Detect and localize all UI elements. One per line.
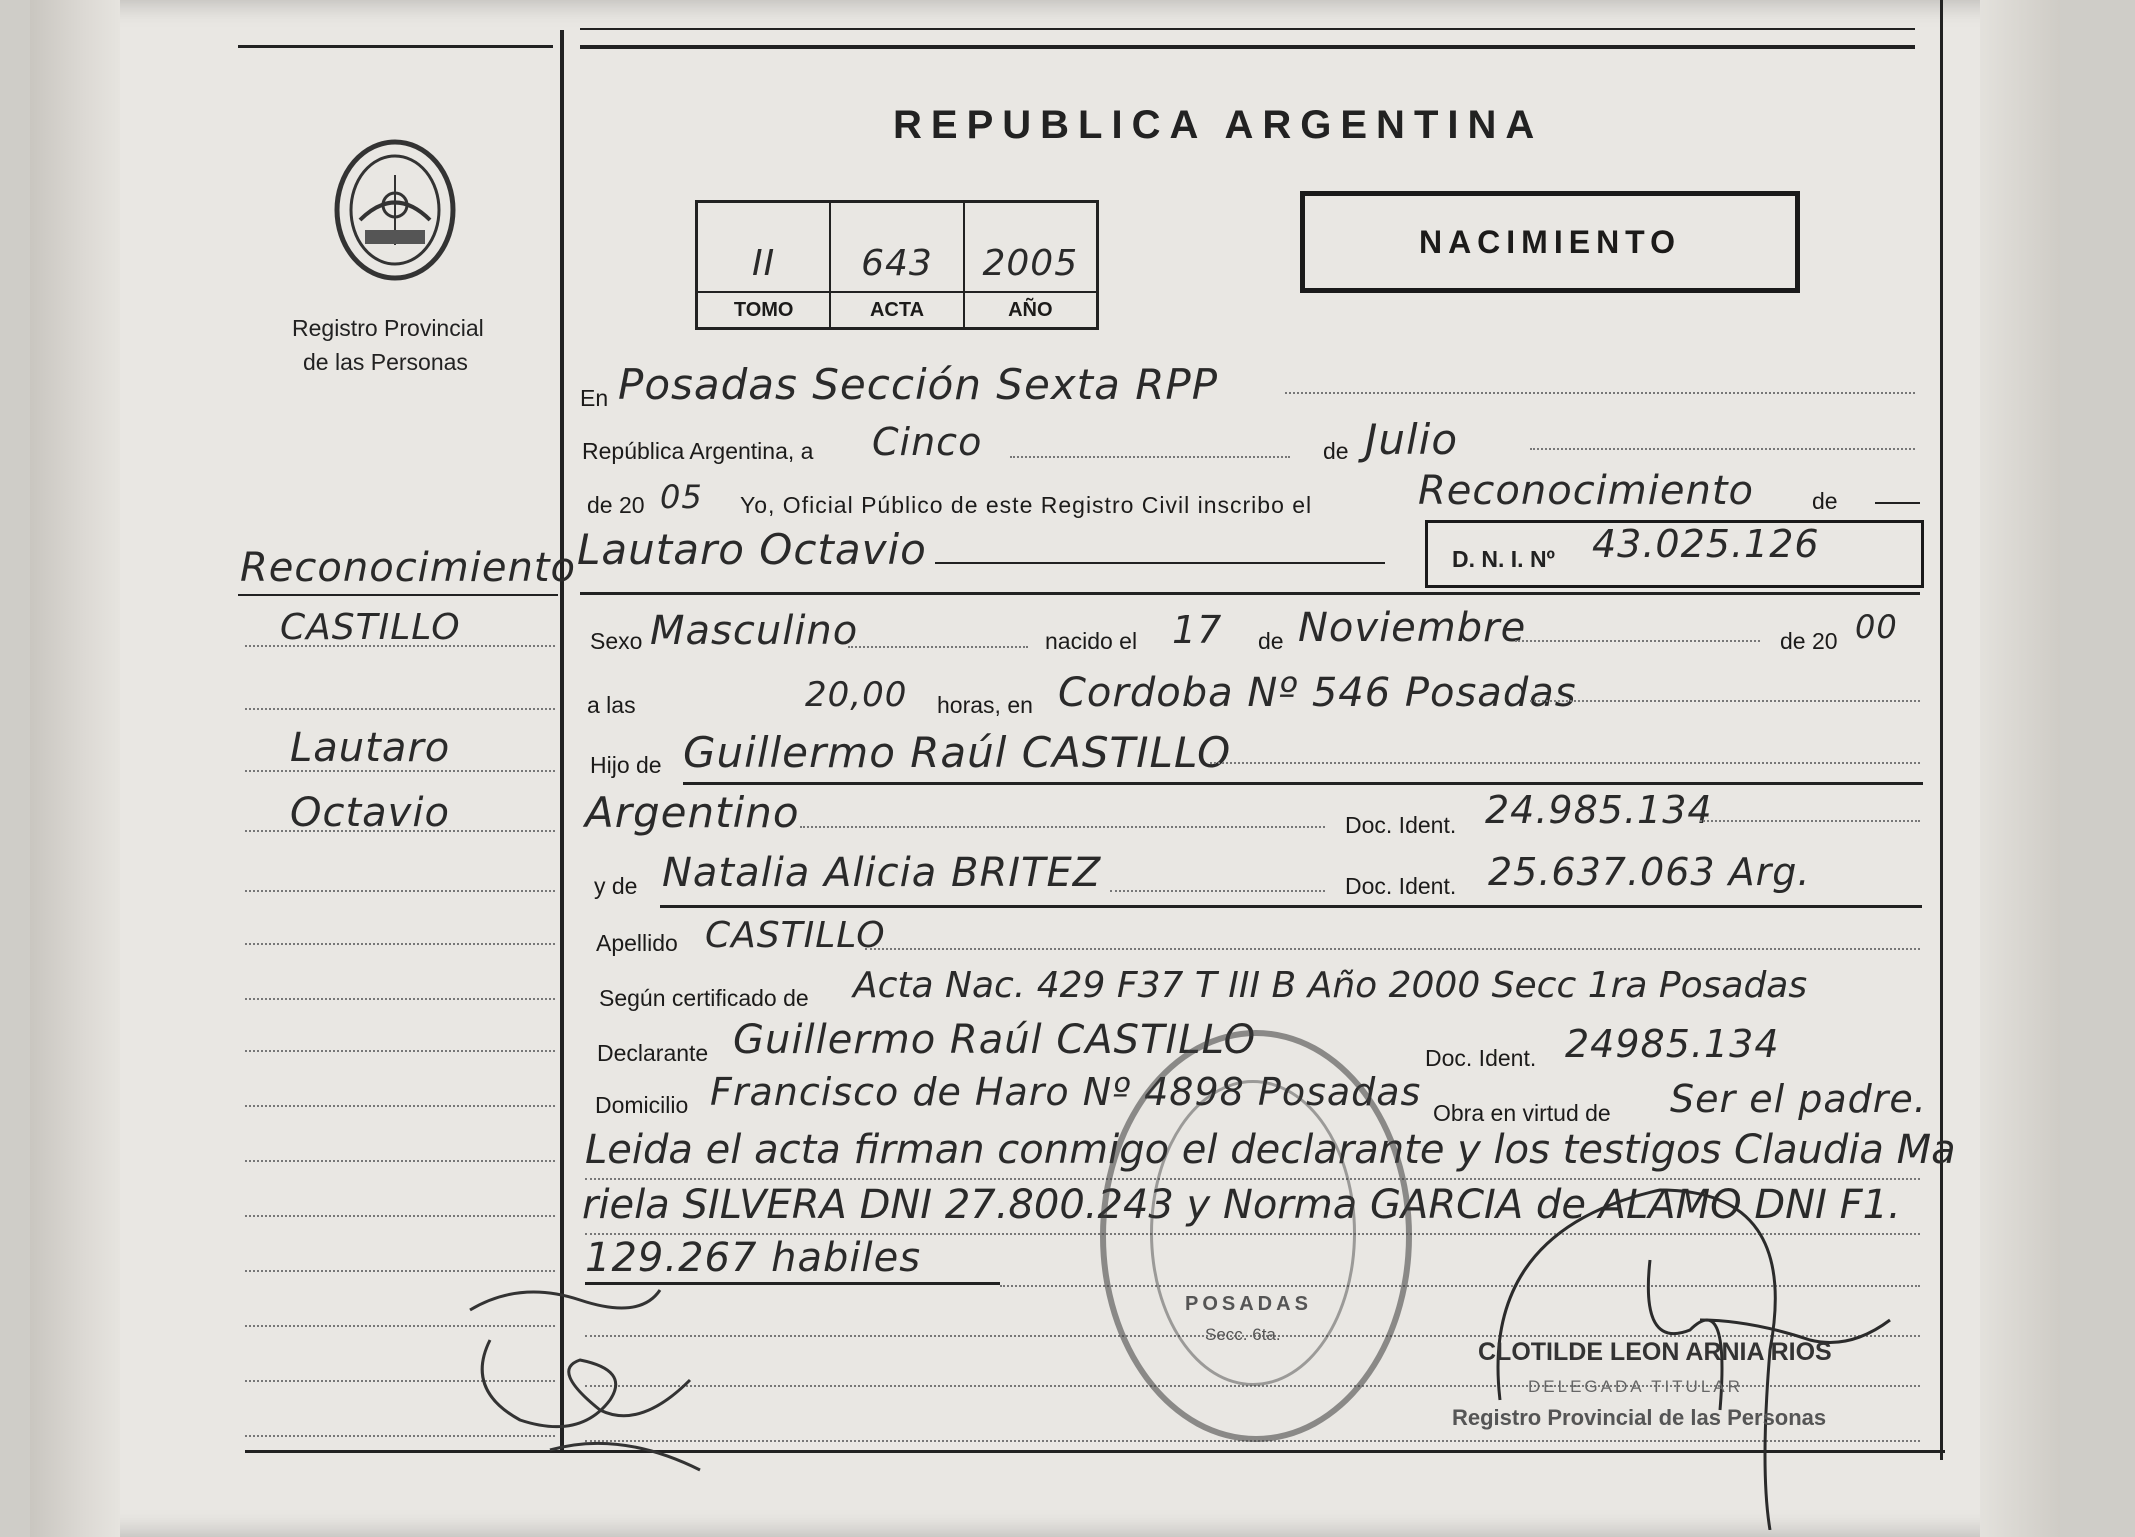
margin-note-reconocimiento: Reconocimiento [240,545,576,591]
margin-line [245,998,555,1000]
ano-label: AÑO [965,291,1096,327]
line-dots [848,646,1028,648]
record-table [695,200,1099,330]
dni-value: 43.025.126 [1592,522,1820,566]
notes-line3: 129.267 habiles [585,1235,922,1281]
margin-line [245,1270,555,1272]
record-cell-acta [831,203,964,327]
stamp-section: Secc. 6ta. [1205,1325,1281,1344]
section-rule [683,782,1923,785]
month-value: Julio [1365,415,1459,464]
page-edge [1980,0,2060,1537]
father-value: Guillermo Raúl CASTILLO [683,728,1232,777]
registry-name-line1: Registro Provincial [292,315,484,341]
line-dots [1110,890,1325,892]
line-dots [1285,392,1915,394]
mother-doc-value: 25.637.063 Arg. [1488,850,1811,894]
en-label: En [580,385,609,411]
year-prefix: de 20 [587,492,645,518]
year2-prefix: de 20 [1780,628,1838,654]
section-rule [580,592,1920,595]
declarante-label: Declarante [597,1040,709,1066]
official-name: CLOTILDE LEON ARNIA RIOS [1478,1338,1832,1366]
obra-label: Obra en virtud de [1433,1100,1611,1126]
nacido-label: nacido el [1045,628,1138,654]
line-dots [800,826,1325,828]
sexo-value: Masculino [650,608,859,654]
a-las-label: a las [587,692,636,718]
notes-line2: riela SILVERA DNI 27.800.243 y Norma GARCIA de ALAMO DNI F1. [582,1182,1901,1228]
horas-label: horas, en [937,692,1033,718]
birth-year-suffix: 00 [1855,608,1898,646]
place-value: Posadas Sección Sexta RPP [618,360,1219,409]
tomo-value: II [752,243,776,284]
de2-label: de [1812,488,1838,514]
certificado-value: Acta Nac. 429 F37 T III B Año 2000 Secc 1ra Posadas [853,965,1808,1006]
record-cell-ano [965,203,1096,327]
declarante-doc-label: Doc. Ident. [1425,1045,1537,1071]
margin-line [245,943,555,945]
margin-line [245,830,555,832]
top-left-rule [238,45,553,48]
line-dots [1210,762,1920,764]
registry-name-line2: de las Personas [303,349,468,375]
yde-label: y de [594,873,638,899]
apellido-label: Apellido [596,930,678,956]
child-name-value: Lautaro Octavio [577,525,927,574]
obra-value: Ser el padre. [1670,1077,1927,1121]
declarante-doc-value: 24985.134 [1565,1022,1780,1066]
acta-label: ACTA [831,291,962,327]
margin-line [245,708,555,710]
birth-month-value: Noviembre [1298,605,1527,651]
margin-line [245,1050,555,1052]
day-value: Cinco [872,420,983,464]
year-suffix: 05 [660,478,703,516]
official-title: DELEGADA TITULAR [1528,1377,1743,1396]
domicilio-value: Francisco de Haro Nº 4898 Posadas [710,1070,1422,1114]
officer-text: Yo, Oficial Público de este Registro Civil inscribo el [740,492,1313,518]
line-dots [1515,640,1760,642]
stamp-city: POSADAS [1185,1293,1312,1315]
top-right-rule [580,45,1915,49]
declarante-value: Guillermo Raúl CASTILLO [733,1017,1257,1063]
ano-value: 2005 [982,243,1079,284]
margin-note-surname: CASTILLO [280,607,461,648]
sexo-label: Sexo [590,628,643,654]
official-registry: Registro Provincial de las Personas [1452,1405,1827,1430]
line-3-end [1875,502,1920,504]
father-doc-value: 24.985.134 [1485,788,1713,832]
line-dots [865,948,1920,950]
right-border [1940,0,1943,1460]
domicilio-label: Domicilio [595,1092,689,1118]
act-type-value: Reconocimiento [1418,468,1754,514]
de-label: de [1323,438,1349,464]
father-nationality: Argentino [585,788,800,837]
dni-label: D. N. I. Nº [1452,546,1555,572]
birth-place-value: Cordoba Nº 546 Posadas [1058,670,1577,716]
section-rule [660,905,1922,908]
republic-label: República Argentina, a [582,438,814,464]
margin-line [245,1215,555,1217]
divider-vertical [560,30,564,1450]
line-dots [1010,456,1290,458]
margin-note-given2: Octavio [290,790,450,836]
line-dots [1530,448,1915,450]
hour-value: 20,00 [805,675,908,715]
tomo-label: TOMO [698,291,829,327]
margin-note-given1: Lautaro [290,725,451,771]
birth-day-value: 17 [1172,608,1223,652]
acta-value: 643 [861,243,933,284]
margin-underline [238,594,558,596]
line-4-rule [935,562,1385,564]
line-dots [1530,700,1920,702]
mother-doc-label: Doc. Ident. [1345,873,1457,899]
de3-label: de [1258,628,1284,654]
apellido-value: CASTILLO [705,915,886,956]
margin-line [245,770,555,772]
father-doc-label: Doc. Ident. [1345,812,1457,838]
margin-line [245,1105,555,1107]
witness-signature [460,1280,780,1480]
segun-label: Según certificado de [599,985,809,1011]
country-title: REPUBLICA ARGENTINA [893,103,1544,147]
record-cell-tomo [698,203,831,327]
book-gutter [30,0,120,1537]
line-dots [1700,820,1920,822]
hijo-label: Hijo de [590,752,662,778]
notes-line1: Leida el acta firman conmigo el declarante y los testigos Claudia Ma [585,1127,1956,1173]
mother-value: Natalia Alicia BRITEZ [662,850,1102,896]
doc-type-box: NACIMIENTO [1300,191,1800,293]
margin-line [245,890,555,892]
margin-line [245,1160,555,1162]
top-right-rule-2 [580,28,1915,30]
margin-line [245,645,555,647]
registry-seal-icon [330,135,460,285]
